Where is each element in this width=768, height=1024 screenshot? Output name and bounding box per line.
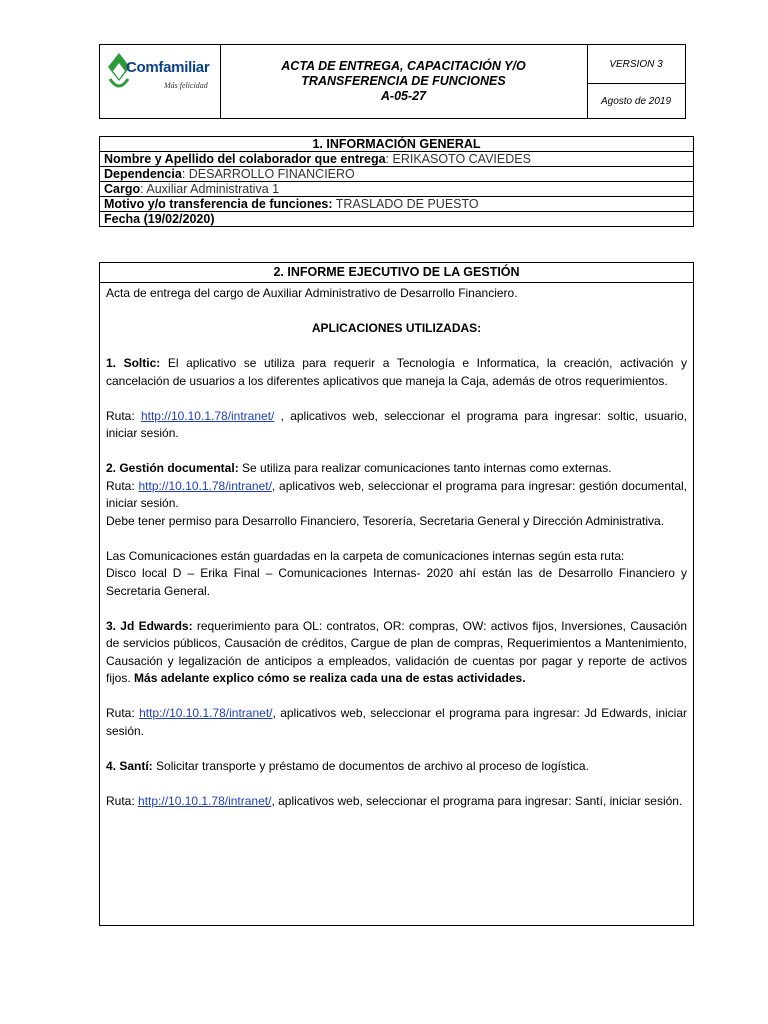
logo-tagline: Más felicidad bbox=[164, 81, 208, 90]
route-jd-edwards bbox=[106, 705, 687, 740]
document-title bbox=[220, 45, 588, 118]
route-suffix: , aplicativos web, seleccionar el programa para ingresar: soltic, usuario, iniciar sesión. bbox=[106, 408, 688, 440]
route-suffix: , aplicativos web, seleccionar el programa para ingresar: gestión documental, iniciar sesión. bbox=[106, 478, 687, 510]
section1-title: 1. INFORMACIÓN GENERAL bbox=[100, 137, 694, 152]
report-intro: Acta de entrega del cargo de Auxiliar Administrativo de Desarrollo Financiero. bbox=[106, 286, 518, 300]
title-line-3: A-05-27 bbox=[380, 89, 427, 103]
permiso-note: Debe tener permiso para Desarrollo Financiero, Tesorería, Secretaria General y Dirección Administrativa. bbox=[106, 513, 665, 528]
comms-note-1: Las Comunicaciones están guardadas en la carpeta de comunicaciones internas según esta ruta: bbox=[106, 548, 625, 563]
item-label: 2. Gestión documental: bbox=[106, 461, 239, 475]
info-value: TRASLADO DE PUESTO bbox=[332, 197, 479, 211]
item-label: 1. Soltic: bbox=[106, 356, 161, 370]
intranet-link[interactable]: http://10.10.1.78/intranet/ bbox=[138, 478, 272, 493]
info-label: Nombre y Apellido del colaborador que entrega bbox=[104, 152, 386, 166]
item-text: requerimiento para OL: contratos, OR: compras, OW: activos fijos, Inversiones, Causación de servicios públicos, Causación de créditos, Cargue de plan de compras, Requerimientos a Mantenimiento, Causación y legalización de anticipos a empleados, validación de cuentas por pagar y reporte de activos fijos. bbox=[106, 618, 687, 685]
intranet-link[interactable]: http://10.10.1.78/intranet/ bbox=[139, 706, 273, 720]
general-info-table bbox=[99, 136, 694, 227]
info-row-dependencia bbox=[100, 167, 694, 182]
item-text: Se utiliza para realizar comunicaciones tanto internas como externas. bbox=[238, 461, 612, 475]
comms-note-2: Disco local D – Erika Final – Comunicaciones Internas- 2020 ahí están las de Desarrollo Financiero y Secretaria General. bbox=[106, 566, 687, 598]
route-santi bbox=[106, 793, 687, 811]
info-row-name bbox=[100, 152, 694, 167]
route-prefix: Ruta: bbox=[106, 478, 139, 493]
route-soltic bbox=[106, 408, 687, 443]
info-label: Dependencia bbox=[104, 167, 182, 181]
item-santi bbox=[106, 758, 687, 776]
info-label: Motivo y/o transferencia de funciones: bbox=[104, 197, 333, 211]
info-label: Fecha (19/02/2020) bbox=[104, 212, 215, 226]
item-soltic bbox=[106, 355, 687, 390]
logo-text: Comfamiliar bbox=[126, 59, 210, 76]
info-row-cargo bbox=[100, 182, 694, 197]
item-text: Solicitar transporte y préstamo de documentos de archivo al proceso de logística. bbox=[152, 758, 589, 773]
route-prefix: Ruta: bbox=[106, 408, 141, 423]
route-prefix: Ruta: bbox=[106, 706, 140, 720]
report-body bbox=[100, 283, 693, 810]
intranet-link[interactable]: http://10.10.1.78/intranet/ bbox=[138, 793, 272, 808]
logo bbox=[100, 45, 221, 118]
apps-heading: APLICACIONES UTILIZADAS: bbox=[311, 321, 482, 335]
item-label: 3. Jd Edwards: bbox=[106, 618, 193, 633]
route-prefix: Ruta: bbox=[106, 793, 139, 808]
title-line-2: TRANSFERENCIA DE FUNCIONES bbox=[301, 74, 506, 88]
info-value: : DESARROLLO FINANCIERO bbox=[181, 167, 355, 181]
item-label: 4. Santí: bbox=[106, 758, 153, 773]
item-bold-note: Más adelante explico cómo se realiza cada una de estas actividades. bbox=[130, 671, 526, 685]
title-line-1: ACTA DE ENTREGA, CAPACITACIÓN Y/O bbox=[281, 59, 526, 73]
info-row-fecha bbox=[100, 212, 694, 227]
item-text: El aplicativo se utiliza para requerir a Tecnología e Informatica, la creación, activación y cancelación de usuarios a los diferentes aplicativos que maneja la Caja, además de otros requerimientos. bbox=[106, 356, 687, 388]
version-label: VERSION 3 bbox=[587, 45, 685, 84]
section2-title: 2. INFORME EJECUTIVO DE LA GESTIÓN bbox=[100, 263, 693, 283]
intranet-link[interactable]: http://10.10.1.78/intranet/ bbox=[140, 408, 275, 423]
info-label: Cargo bbox=[104, 182, 141, 196]
info-row-motivo bbox=[100, 197, 694, 212]
executive-report bbox=[99, 262, 694, 926]
item-jd-edwards bbox=[106, 618, 687, 688]
route-gestion-documental bbox=[106, 478, 687, 513]
route-suffix: , aplicativos web, seleccionar el programa para ingresar: Santí, iniciar sesión. bbox=[271, 793, 683, 808]
item-gestion-documental bbox=[106, 460, 687, 478]
version-cell bbox=[587, 45, 685, 118]
version-date: Agosto de 2019 bbox=[600, 95, 672, 107]
info-value: : Auxiliar Administrativa 1 bbox=[140, 182, 280, 196]
info-value: : ERIKASOTO CAVIEDES bbox=[385, 152, 531, 166]
document-header bbox=[99, 44, 686, 119]
route-suffix: , aplicativos web, seleccionar el programa para ingresar: Jd Edwards, iniciar sesión. bbox=[106, 706, 688, 738]
